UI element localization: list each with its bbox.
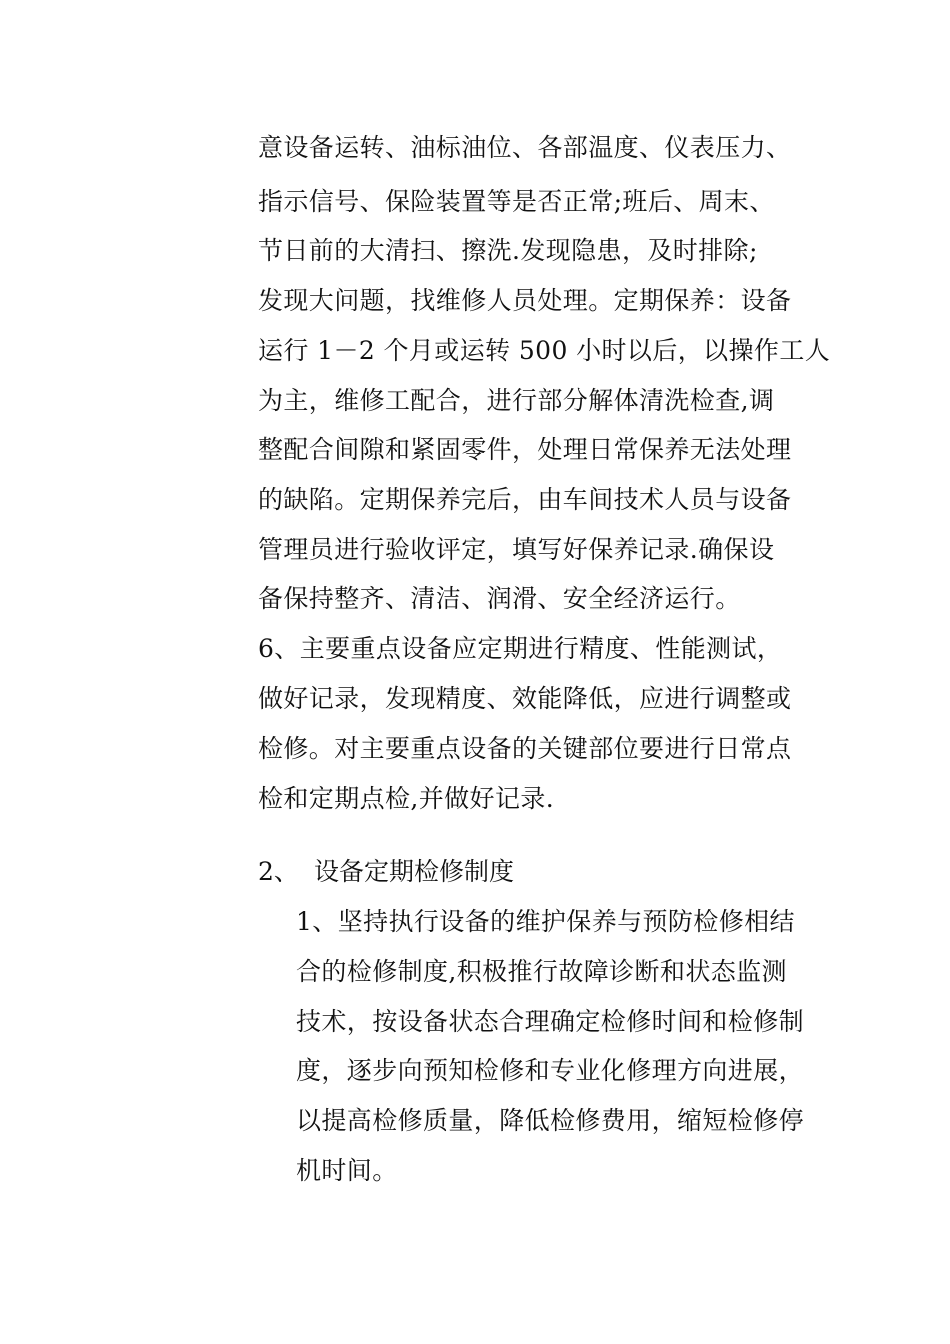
paragraph-line: 合的检修制度,积极推行故障诊断和状态监测 <box>296 957 787 986</box>
section-number: 2、 <box>258 857 299 886</box>
paragraph-line: 意设备运转、油标油位、各部温度、仪表压力、 <box>258 133 792 162</box>
section-title: 设备定期检修制度 <box>314 857 515 886</box>
paragraph-line: 机时间。 <box>296 1156 398 1185</box>
paragraph-line: 的缺陷。定期保养完后，由车间技术人员与设备 <box>258 485 792 514</box>
paragraph-line: 管理员进行验收评定，填写好保养记录.确保设 <box>258 535 775 564</box>
paragraph-line: 6、主要重点设备应定期进行精度、性能测试， <box>258 634 783 663</box>
paragraph-line: 1、坚持执行设备的维护保养与预防检修相结 <box>296 907 795 936</box>
paragraph-line: 做好记录，发现精度、效能降低，应进行调整或 <box>258 684 792 713</box>
paragraph-line: 整配合间隙和紧固零件，处理日常保养无法处理 <box>258 435 792 464</box>
paragraph-line: 为主，维修工配合，进行部分解体清洗检查,调 <box>258 386 775 415</box>
paragraph-line: 指示信号、保险装置等是否正常;班后、周末、 <box>258 187 775 216</box>
paragraph-line: 检和定期点检,并做好记录. <box>258 784 555 813</box>
paragraph-line: 检修。对主要重点设备的关键部位要进行日常点 <box>258 734 792 763</box>
paragraph-line: 运行 1－2 个月或运转 500 小时以后，以操作工人 <box>258 336 831 365</box>
paragraph-line: 发现大问题，找维修人员处理。定期保养：设备 <box>258 286 792 315</box>
paragraph-line: 技术，按设备状态合理确定检修时间和检修制 <box>296 1007 805 1036</box>
paragraph-line: 度，逐步向预知检修和专业化修理方向进展， <box>296 1056 805 1085</box>
paragraph-line: 以提高检修质量，降低检修费用，缩短检修停 <box>296 1106 805 1135</box>
paragraph-line: 备保持整齐、清洁、润滑、安全经济运行。 <box>258 584 741 613</box>
paragraph-line: 节日前的大清扫、擦洗.发现隐患，及时排除; <box>258 236 758 265</box>
